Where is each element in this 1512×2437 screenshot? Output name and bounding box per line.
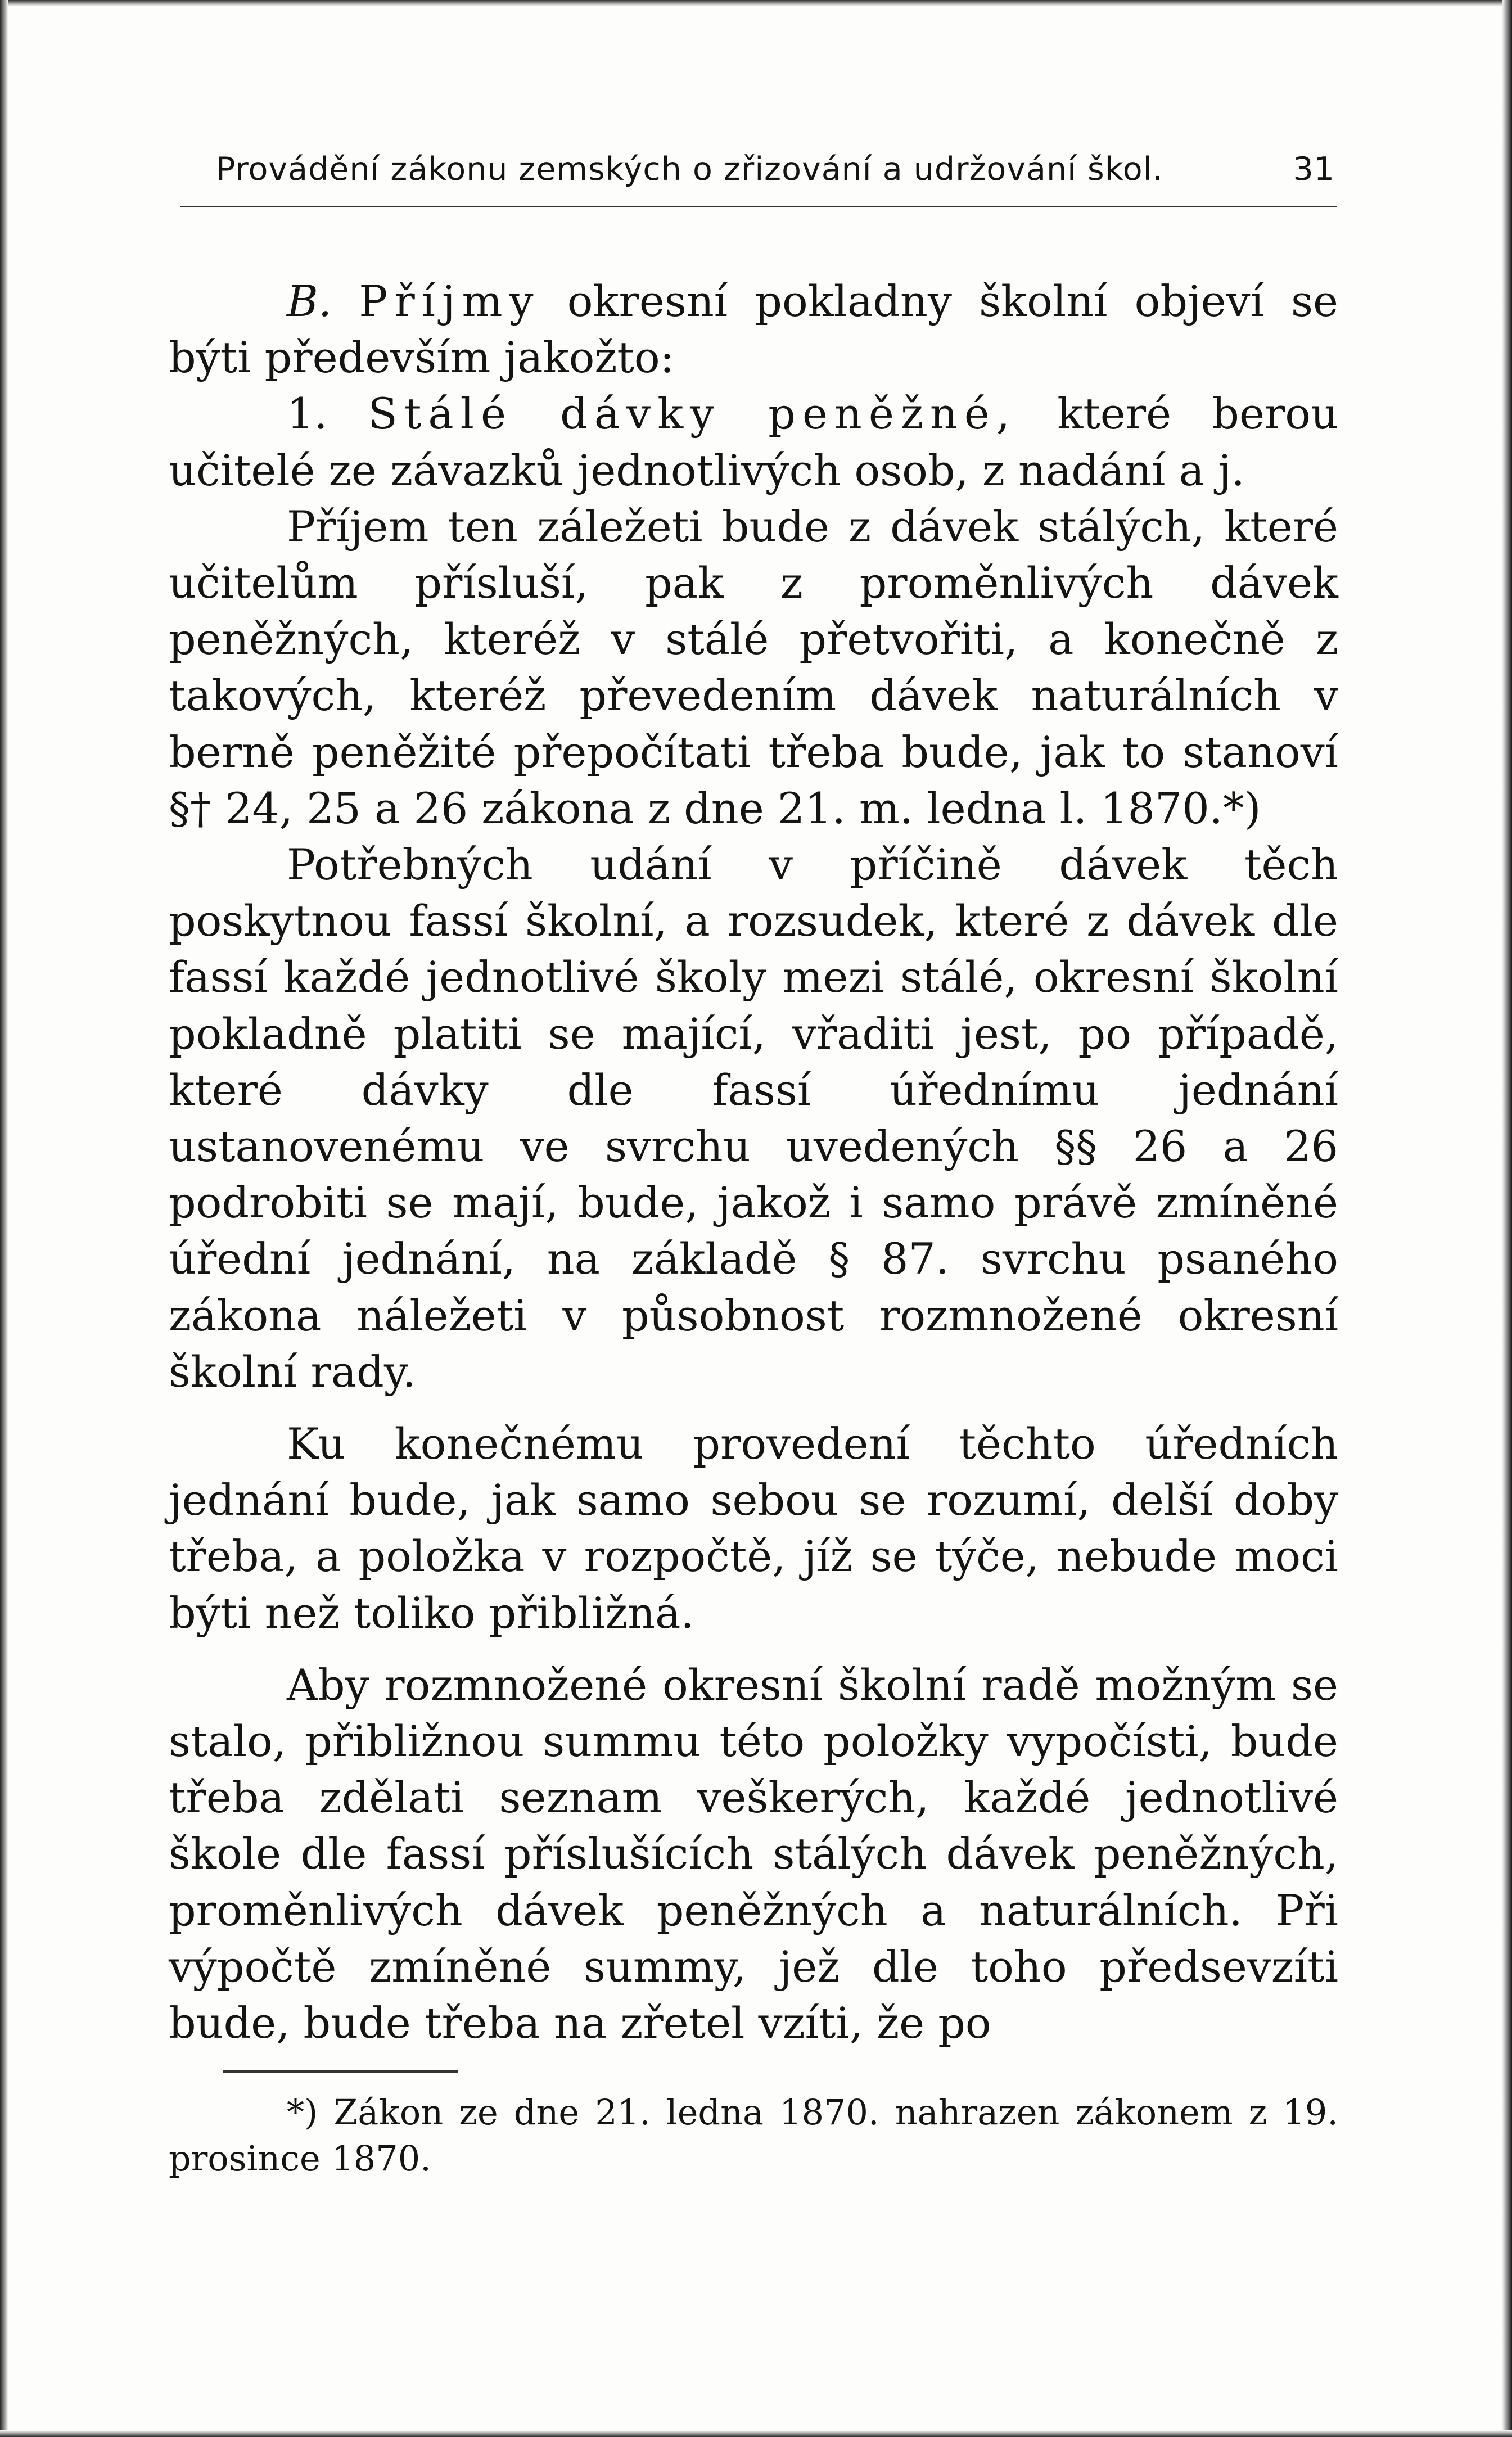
emphasis-stale-davky: Stálé dávky peněžné, [368, 389, 1017, 439]
paragraph-income-intro [169, 273, 1338, 386]
running-title: Provádění zákonu zemských o zřizování a udržování škol. [216, 151, 1163, 188]
paragraph-ku-konecnemu: Ku konečnému provedení těchto úředních jednání bude, jak samo sebou se rozumí, delší doby třeba, a položka v rozpočtě, jíž se týče, nebude moci býti než toliko přibližná. [169, 1419, 1338, 1638]
body-text [169, 273, 1338, 2051]
header-rule [180, 206, 1337, 207]
paragraph-text: které berou učitelé ze závazků jednotlivých osob, z nadání a j. [169, 389, 1338, 495]
scan-edge-right [1502, 0, 1512, 2437]
paragraph-potrebnych: Potřebných udání v příčině dávek těch poskytnou fassí školní, a rozsudek, které z dávek dle fassí každé jednotlivé školy mezi stálé, okresní školní pokladně platiti se mající, vřaditi jest, po případě, které dávky dle fassí úřednímu jednání ustanovenému ve svrchu uvedených §§ 26 a 26 podrobiti se mají, bude, jakož i samo právě zmíněné úřední jednání, na základě § 87. svrchu psaného zákona náležeti v působnost rozmnožené okresní školní rady. [169, 840, 1338, 1397]
emphasis-prijmy: Příjmy [359, 276, 540, 326]
section-label: B. [287, 276, 332, 326]
scan-edge-left [0, 0, 8, 2437]
paragraph-aby: Aby rozmnožené okresní školní radě možným se stalo, přibližnou summu této položky vypočísti, bude třeba zdělati seznam veškerých, každé jednotlivé škole dle fassí příslušících stálých dávek peněžných, proměnlivých dávek peněžných a naturálních. Při výpočtě zmíněné summy, jež dle toho předsevzíti bude, bude třeba na zřetel vzíti, že po [169, 1659, 1338, 2048]
paragraph-text: okresní pokladny školní objeví se býti především jakožto: [169, 276, 1338, 383]
footnote-rule [223, 2070, 458, 2073]
running-header [216, 151, 1335, 188]
footnote: *) Zákon ze dne 21. ledna 1870. nahrazen zákonem z 19. prosince 1870. [169, 2092, 1338, 2179]
scan-edge-top [0, 0, 1512, 6]
paragraph-prijem: Příjem ten záležeti bude z dávek stálých, které učitelům přísluší, pak z proměnlivých dávek peněžných, kteréž v stálé přetvořiti, a konečně z takových, kteréž převedením dávek naturálních v berně peněžité přepočítati třeba bude, jak to stanoví §† 24, 25 a 26 zákona z dne 21. m. ledna l. 1870.*) [169, 501, 1338, 833]
scan-edge-bottom [0, 2430, 1512, 2437]
paragraph-item-1 [169, 386, 1338, 498]
page-number: 31 [1293, 151, 1335, 188]
item-number: 1. [287, 389, 328, 439]
